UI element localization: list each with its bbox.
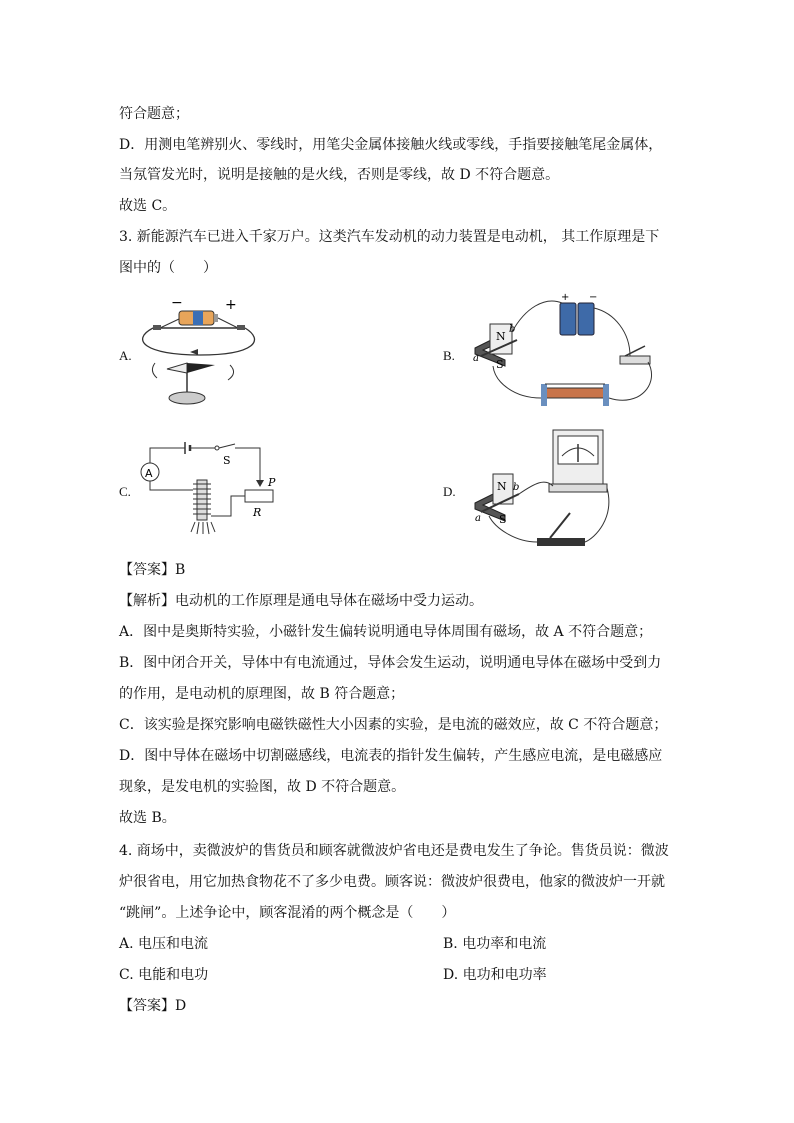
switch-lever (219, 444, 235, 448)
option-c: C. 电能和电功 (119, 967, 209, 983)
answer-line (119, 997, 186, 1015)
figure-a-oersted (135, 295, 270, 410)
ammeter-label: A (145, 467, 153, 480)
question-3-stem: 3. 新能源汽车已进入千家万户。这类汽车发动机的动力装置是电动机， 其工作原理是下 (119, 229, 660, 245)
rheostat-end (603, 384, 609, 406)
slider-label: P (268, 476, 276, 489)
figure-c-electromagnet (135, 440, 285, 540)
needle-north (187, 363, 215, 373)
analysis-a: A．图中是奥斯特实验，小磁针发生偏转说明通电导体周围有磁场，故 A 不符合题意； (119, 624, 653, 640)
label-n: N (497, 480, 507, 493)
coil (193, 484, 211, 514)
option-d: D. 电功和电功率 (443, 967, 547, 983)
wire (519, 482, 553, 494)
analysis-line (119, 592, 483, 610)
switch-icon (215, 446, 219, 450)
question-4-stem: 4. 商场中，卖微波炉的售货员和顾客就微波炉省电还是费电发生了争论。售货员说：微波 (119, 843, 669, 859)
switch-icon (620, 356, 650, 364)
figure-b-motor (465, 288, 665, 418)
plus-sign: + (225, 297, 237, 313)
rheostat-end (541, 384, 547, 406)
wire (594, 308, 630, 356)
analysis-c: C．该实验是探究影响电磁铁磁性大小因素的实验，是电流的磁效应，故 C 不符合题意； (119, 717, 668, 733)
wire (609, 362, 652, 400)
option-c-label: C. (119, 484, 131, 499)
text-line: D．用测电笔辨别火、零线时，用笔尖金属体接触火线或零线，手指要接触笔尾金属体， (119, 137, 663, 153)
label-n: N (496, 330, 506, 343)
wire-loop (143, 328, 255, 355)
battery-icon (578, 303, 594, 335)
battery-band (193, 311, 203, 325)
minus-sign: − (171, 295, 183, 311)
question-4-stem: 炉很省电，用它加热食物花不了多少电费。顾客说：微波炉很费电，他家的微波炉一开就 (119, 874, 665, 890)
slider-arrow-icon (256, 480, 264, 487)
plus-sign: + (561, 292, 570, 303)
clip-icon (153, 325, 161, 330)
label-b: b (509, 324, 516, 335)
wire (150, 448, 185, 463)
battery-terminal (214, 314, 218, 322)
rheostat-icon (545, 388, 605, 398)
wire (512, 301, 562, 332)
analysis-label: 【解析】 (119, 593, 175, 609)
analysis-text: 电动机的工作原理是通电导体在磁场中受力运动。 (175, 593, 483, 609)
switch-lever (625, 346, 645, 356)
answer-value: B (175, 562, 186, 578)
analysis-b: 的作用，是电动机的原理图，故 B 符合题意； (119, 686, 405, 702)
pins-icon (191, 522, 215, 534)
answer-label: 【答案】 (119, 562, 175, 578)
switch-lever (550, 513, 570, 538)
galvanometer-base (549, 484, 607, 492)
text-line: 当氖管发光时，说明是接触的是火线，否则是零线，故 D 不符合题意。 (119, 167, 560, 183)
rheostat-icon (245, 490, 273, 502)
battery-icon (560, 303, 576, 335)
switch-icon (537, 538, 585, 546)
analysis-d: D．图中导体在磁场中切割磁感线，电流表的指针发生偏转，产生感应电流，是电磁感应 (119, 748, 663, 764)
option-d-label: D. (443, 484, 456, 499)
answer-value: D (175, 998, 187, 1014)
label-a: a (473, 353, 479, 364)
wire (211, 496, 245, 516)
rotation-arrow-icon (152, 363, 157, 378)
label-b: b (513, 482, 520, 493)
label-a: a (475, 513, 481, 524)
wire (160, 319, 179, 328)
text-line: 符合题意； (119, 106, 189, 122)
arrow-icon (190, 349, 198, 355)
wire (150, 481, 193, 490)
compass-base (169, 392, 205, 404)
rheostat-label: R (253, 506, 262, 519)
option-b-label: B. (443, 348, 455, 363)
analysis-b: B．图中闭合开关，导体中有电流通过，导体会发生运动，说明通电导体在磁场中受到力 (119, 655, 662, 671)
label-s: S (496, 358, 504, 371)
question-4-stem: “跳闸”。上述争论中，顾客混淆的两个概念是（ ） (119, 905, 456, 921)
answer-label: 【答案】 (119, 998, 175, 1014)
rotation-arrow-icon (228, 365, 234, 380)
analysis-d: 现象，是发电机的实验图，故 D 不符合题意。 (119, 779, 406, 795)
wire (218, 318, 238, 328)
switch-label: S (223, 454, 231, 467)
minus-sign: − (589, 292, 598, 303)
answer-line (119, 561, 185, 579)
text-line: 故选 C。 (119, 198, 177, 214)
conclusion: 故选 B。 (119, 810, 176, 826)
option-b: B. 电功率和电流 (443, 936, 547, 952)
option-a-label: A. (119, 348, 132, 363)
wire (235, 448, 260, 485)
label-s: S (499, 513, 507, 526)
question-3-stem: 图中的（ ） (119, 260, 217, 276)
wire (585, 488, 609, 542)
figure-d-generator (465, 428, 615, 553)
wire (489, 516, 537, 542)
clip-icon (237, 325, 245, 330)
needle-south (167, 363, 187, 373)
option-a: A. 电压和电流 (119, 936, 209, 952)
